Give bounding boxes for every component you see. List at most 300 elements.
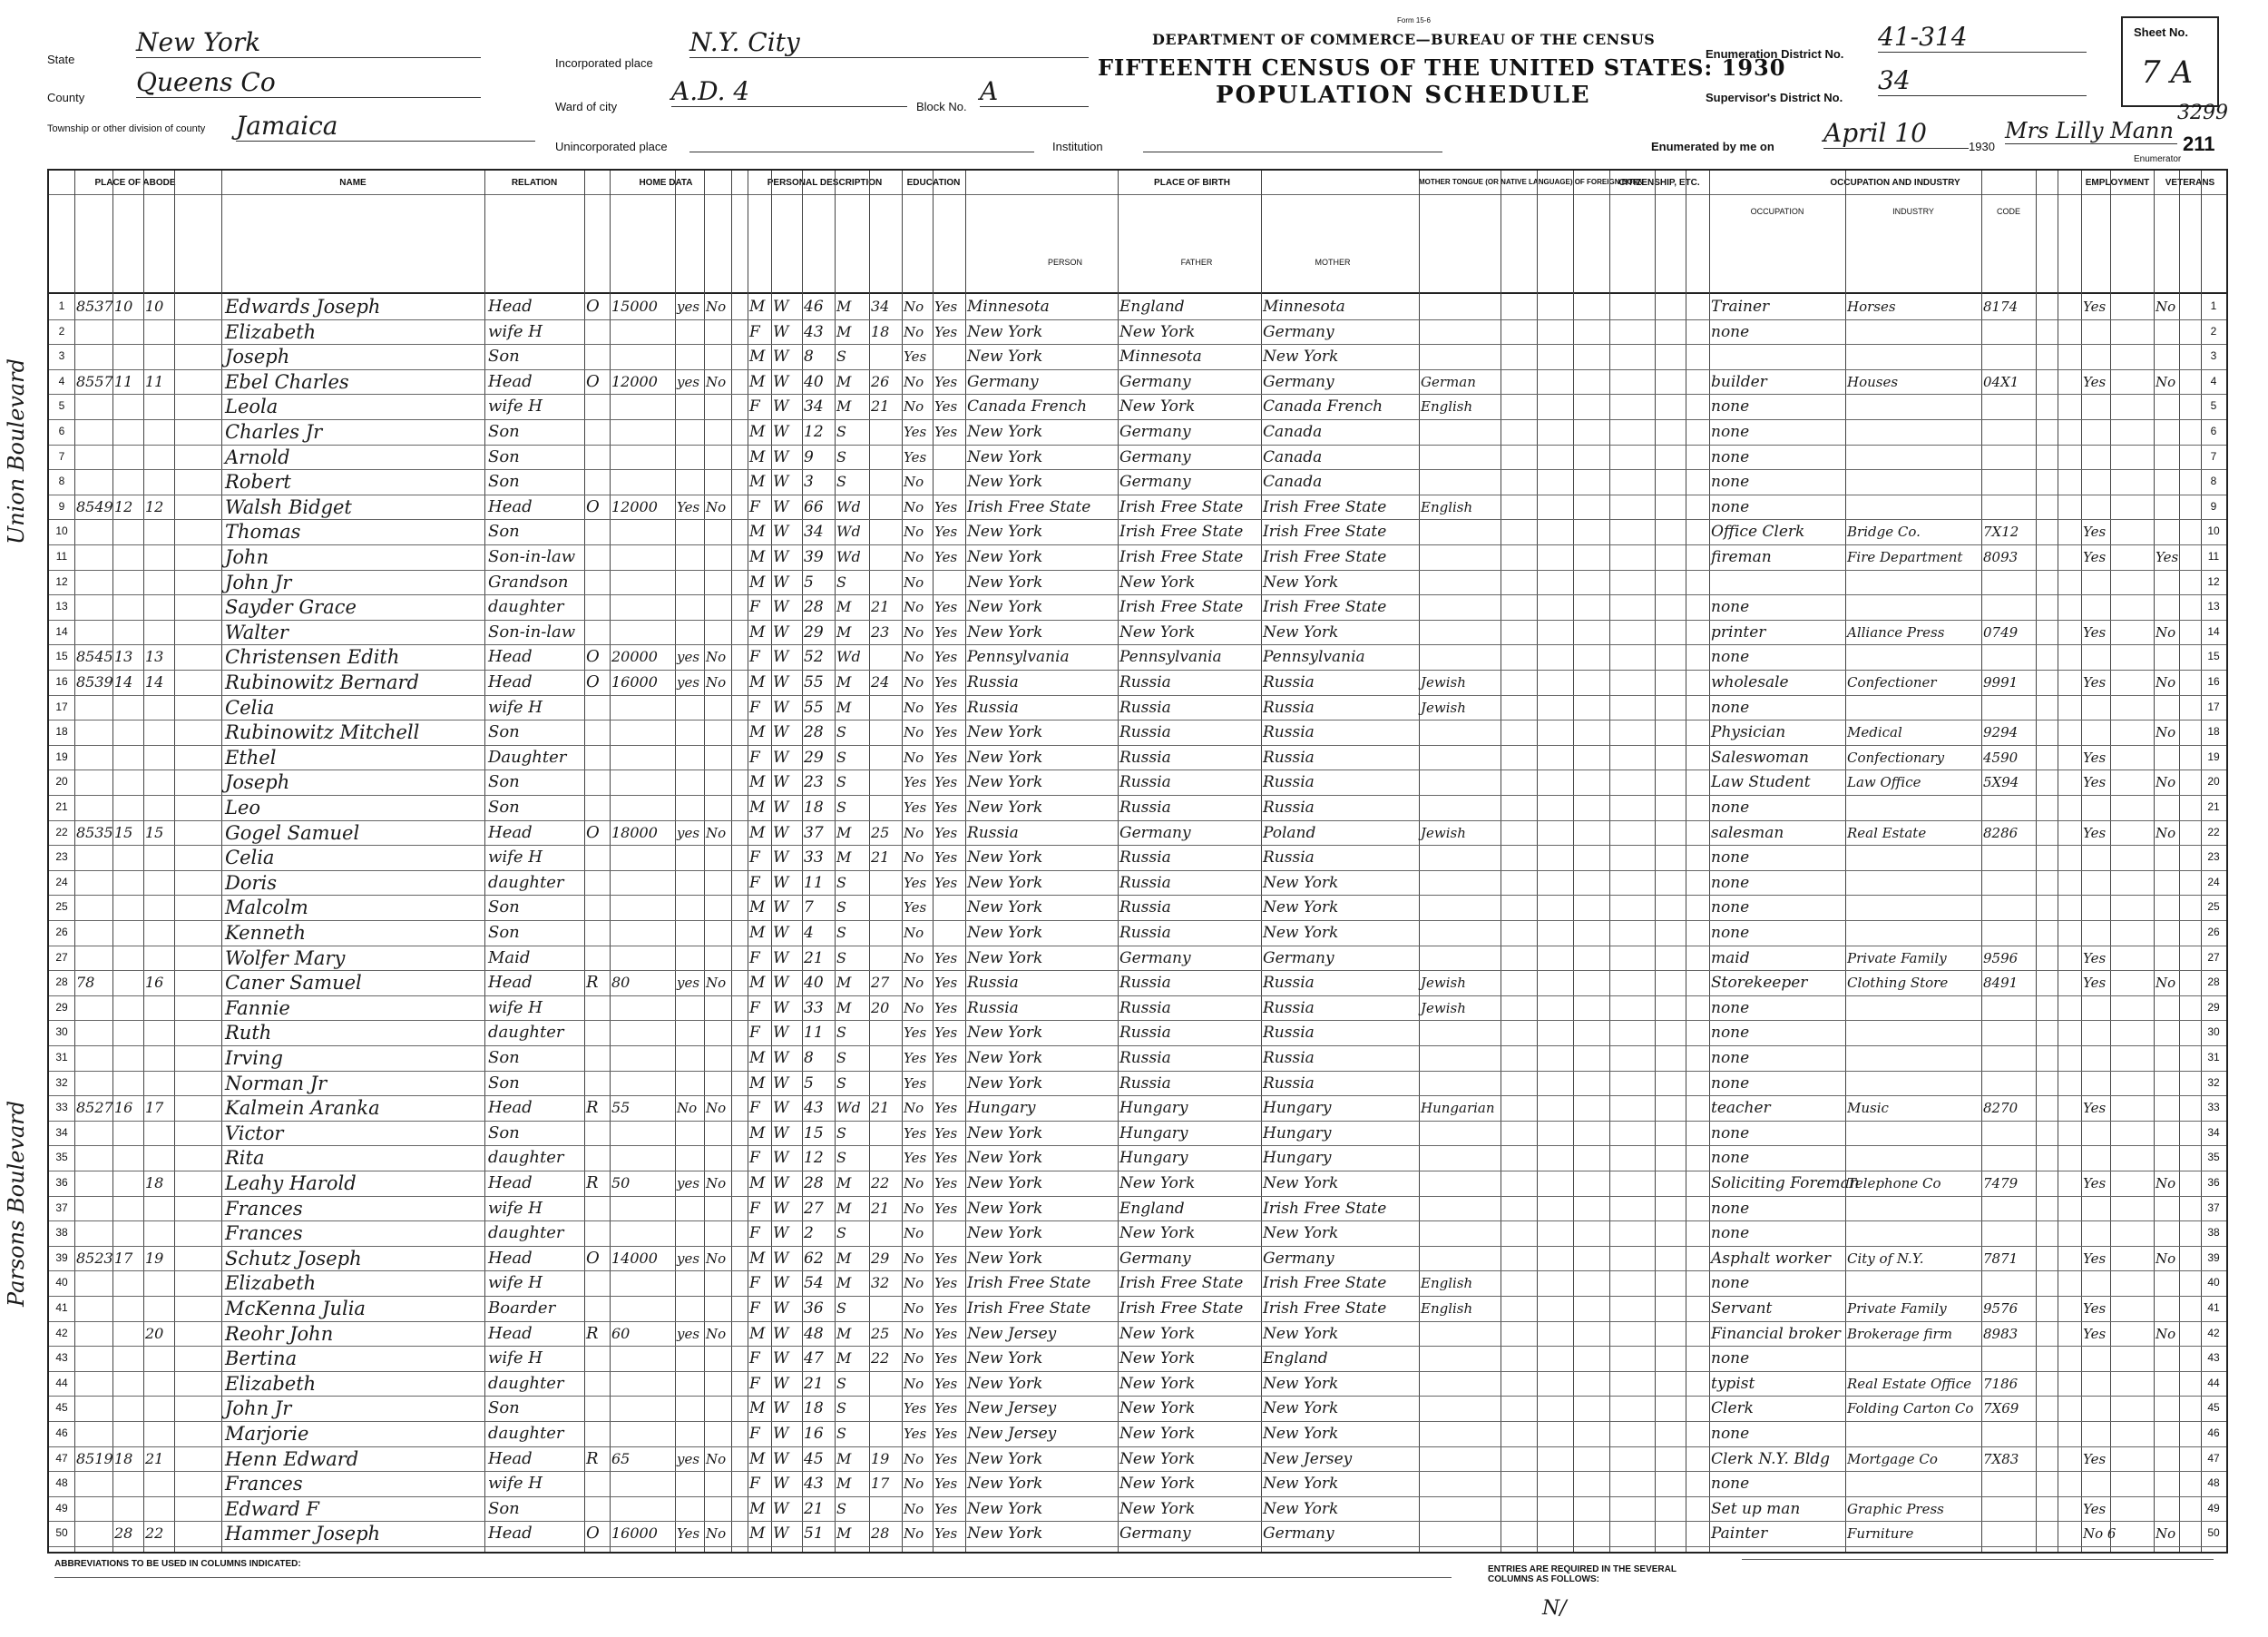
cell-mbp: New York [1263, 1499, 1339, 1518]
col-line [675, 171, 676, 1552]
row-number-right: 22 [2207, 825, 2220, 838]
cell-sex: F [749, 1199, 760, 1218]
row-number: 9 [58, 499, 65, 513]
supervisor-label: Supervisor's District No. [1706, 91, 1843, 104]
cell-race: W [773, 723, 789, 742]
cell-age: 9 [804, 447, 814, 466]
institution-line [1143, 151, 1442, 152]
cell-vet: No [2156, 774, 2176, 791]
cell-sex: F [749, 322, 760, 341]
cell-fam: 18 [145, 1174, 164, 1191]
cell-occ: none [1711, 1073, 1750, 1093]
incorporated-label: Incorporated place [555, 56, 653, 70]
cell-mbp: Hungary [1263, 1099, 1332, 1118]
cell-read: Yes [934, 1250, 958, 1267]
cell-school: Yes [904, 1400, 927, 1417]
cell-mbp: Russia [1263, 698, 1315, 717]
cell-ind: Private Family [1847, 1300, 1947, 1317]
cell-fam: 21 [145, 1449, 164, 1467]
cell-rel: Head [488, 371, 533, 391]
cell-ind: Real Estate [1847, 824, 1927, 841]
cell-mbp: Russia [1263, 1049, 1315, 1067]
cell-read: Yes [934, 1050, 958, 1066]
cell-read: Yes [934, 849, 958, 867]
cell-occ: Clerk [1711, 1399, 1754, 1418]
cell-bp: New York [967, 723, 1043, 742]
cell-race: W [773, 1249, 789, 1268]
cell-read: Yes [934, 424, 958, 440]
cell-read: Yes [934, 674, 958, 691]
cell-age: 40 [804, 974, 824, 993]
cell-bp: Germany [967, 372, 1039, 391]
cell-school: Yes [904, 799, 927, 816]
cell-sex: F [749, 698, 760, 717]
cell-bp: Russia [967, 974, 1019, 993]
cell-fbp: Hungary [1119, 1149, 1188, 1168]
col-line [1419, 171, 1420, 1552]
cell-race: W [773, 1274, 789, 1293]
cell-mbp: New York [1263, 873, 1339, 892]
row-number-right: 25 [2207, 900, 2220, 914]
row-number: 45 [55, 1401, 68, 1415]
cell-age: 7 [804, 898, 814, 917]
group-birth: PLACE OF BIRTH [1154, 178, 1230, 188]
department-title: DEPARTMENT OF COMMERCE—BUREAU OF THE CENSUS [1152, 31, 1656, 48]
enum-district-label: Enumeration District No. [1706, 47, 1844, 61]
cell-read: Yes [934, 549, 958, 565]
cell-name: Joseph [225, 346, 290, 368]
cell-rel: Son [488, 722, 520, 742]
cell-sex: F [749, 397, 760, 417]
cell-mar: S [836, 948, 846, 966]
cell-name: Reohr John [225, 1322, 334, 1345]
cell-fam: 10 [145, 298, 164, 315]
cell-fbp: Germany [1119, 823, 1191, 842]
block-value: A [980, 76, 1089, 107]
cell-bp: New York [967, 1199, 1043, 1218]
cell-rel: daughter [488, 1424, 564, 1443]
cell-name: Caner Samuel [225, 972, 362, 995]
row-number-right: 19 [2207, 750, 2220, 763]
row-number-right: 26 [2207, 926, 2220, 938]
cell-sex: F [749, 873, 760, 892]
cell-dw: 15 [114, 823, 133, 841]
cell-age: 21 [804, 1374, 824, 1393]
cell-occ: none [1711, 998, 1750, 1017]
cell-work: Yes [2083, 524, 2107, 541]
cell-bp: New Jersey [967, 1399, 1057, 1418]
cell-read: Yes [934, 524, 958, 541]
cell-school: No [904, 1275, 924, 1292]
cell-mar: S [836, 1024, 846, 1042]
cell-agemar: 26 [871, 372, 890, 390]
cell-farm: No [706, 373, 727, 390]
cell-school: No [904, 323, 924, 340]
cell-tongue: Jewish [1421, 999, 1466, 1016]
cell-name: Norman Jr [225, 1072, 327, 1094]
cell-race: W [773, 1099, 789, 1118]
cell-farm: No [706, 1450, 727, 1467]
row-number-right: 15 [2207, 650, 2220, 663]
cell-fbp: New York [1119, 1425, 1196, 1443]
cell-sex: F [749, 1224, 760, 1243]
cell-age: 37 [804, 823, 824, 842]
cell-bp: Minnesota [967, 298, 1050, 316]
cell-mar: M [836, 1324, 852, 1342]
cell-value: 14000 [611, 1249, 658, 1267]
cell-radio: yes [677, 1325, 700, 1342]
cell-fbp: Minnesota [1119, 348, 1202, 367]
row-number-right: 13 [2207, 600, 2220, 613]
cell-sex: M [749, 1123, 766, 1142]
form-number: Form 15-6 [1397, 16, 1431, 25]
row-number: 42 [55, 1326, 68, 1339]
cell-bp: New York [967, 1224, 1043, 1243]
cell-read: Yes [934, 323, 958, 340]
cell-fam: 11 [145, 372, 164, 390]
cell-read: Yes [934, 1024, 958, 1042]
cell-work: No 6 [2083, 1525, 2116, 1543]
cell-rel: Son [488, 923, 520, 942]
cell-agemar: 21 [871, 1199, 890, 1217]
cell-fbp: Russia [1119, 673, 1171, 691]
cell-agemar: 28 [871, 1524, 890, 1543]
cell-mar: S [836, 924, 846, 941]
cell-name: Marjorie [225, 1423, 309, 1445]
cell-mar: S [836, 773, 846, 791]
cell-race: W [773, 1049, 789, 1067]
cell-agemar: 21 [871, 598, 890, 616]
colhead-occupation: OCCUPATION [1750, 207, 1804, 216]
cell-ind: Mortgage Co [1847, 1450, 1938, 1467]
cell-fbp: Germany [1119, 447, 1191, 466]
cell-school: No [904, 1300, 924, 1317]
cell-mbp: New York [1263, 1425, 1339, 1443]
cell-house: 8519 [76, 1449, 113, 1467]
cell-mar: Wd [836, 1099, 861, 1117]
col-line [869, 171, 870, 1552]
cell-read: Yes [934, 1350, 958, 1367]
row-number: 22 [55, 825, 68, 838]
cell-race: W [773, 898, 789, 917]
cell-ind: Telephone Co [1847, 1175, 1941, 1191]
cell-fbp: Russia [1119, 1073, 1171, 1093]
colhead-code: CODE [1996, 207, 2020, 216]
col-line [484, 171, 485, 1552]
col-line [1609, 171, 1610, 1552]
row-number-right: 29 [2207, 1000, 2220, 1014]
cell-rel: Head [488, 1323, 533, 1343]
cell-school: Yes [904, 899, 927, 917]
cell-race: W [773, 322, 789, 341]
cell-mar: M [836, 372, 852, 390]
cell-occ: Storekeeper [1711, 974, 1808, 993]
cell-rel: daughter [488, 1223, 564, 1243]
cell-vet: No [2156, 1175, 2176, 1191]
row-number-right: 1 [2210, 299, 2217, 312]
cell-vet: No [2156, 824, 2176, 841]
cell-age: 34 [804, 397, 824, 417]
cell-read: Yes [934, 1426, 958, 1442]
row-number: 33 [55, 1101, 68, 1114]
cell-farm: No [706, 1525, 727, 1543]
cell-race: W [773, 873, 789, 892]
cell-bp: New York [967, 1524, 1043, 1544]
cell-mbp: Russia [1263, 974, 1315, 993]
cell-work: Yes [2083, 975, 2107, 992]
col-line [1261, 171, 1262, 1552]
cell-school: No [904, 674, 924, 691]
cell-bp: New York [967, 1024, 1043, 1043]
cell-age: 29 [804, 622, 824, 642]
cell-code: 8286 [1983, 824, 2019, 841]
cell-agemar: 27 [871, 974, 890, 992]
cell-fbp: England [1119, 298, 1185, 316]
group-citizenship: CITIZENSHIP, ETC. [1618, 178, 1700, 188]
cell-sex: M [749, 1073, 766, 1093]
cell-age: 52 [804, 648, 824, 667]
col-line [74, 171, 75, 1552]
row-number: 35 [55, 1151, 68, 1164]
cell-bp: New York [967, 1374, 1043, 1393]
cell-sex: M [749, 1449, 766, 1468]
row-number: 50 [55, 1526, 68, 1540]
cell-code: 9294 [1983, 724, 2019, 741]
cell-name: Elizabeth [225, 320, 317, 343]
cell-bp: New York [967, 1149, 1043, 1168]
cell-mar: M [836, 322, 852, 340]
cell-occ: none [1711, 648, 1750, 667]
cell-dw: 17 [114, 1249, 133, 1267]
cell-fbp: Germany [1119, 1249, 1191, 1268]
cell-school: No [904, 1225, 924, 1242]
row-number-right: 47 [2207, 1451, 2220, 1465]
cell-sex: F [749, 948, 760, 967]
row-number: 38 [55, 1226, 68, 1240]
cell-school: No [904, 999, 924, 1016]
cell-name: Rita [225, 1147, 265, 1170]
row-number-right: 45 [2207, 1401, 2220, 1415]
row-number: 47 [55, 1451, 68, 1465]
cell-race: W [773, 673, 789, 691]
cell-fbp: England [1119, 1199, 1185, 1218]
cell-mbp: New York [1263, 1224, 1339, 1243]
cell-fbp: Germany [1119, 473, 1191, 492]
cell-sex: M [749, 447, 766, 466]
cell-mar: S [836, 423, 846, 440]
cell-school: Yes [904, 1124, 927, 1142]
col-line [221, 171, 222, 1552]
cell-dw: 18 [114, 1449, 133, 1467]
cell-age: 34 [804, 523, 824, 542]
cell-school: Yes [904, 448, 927, 466]
cell-radio: Yes [677, 1525, 700, 1543]
cell-code: 7871 [1983, 1250, 2019, 1267]
cell-bp: New York [967, 748, 1043, 767]
row-number-right: 10 [2207, 524, 2220, 538]
cell-bp: New York [967, 1073, 1043, 1093]
col-line [610, 171, 611, 1552]
cell-farm: No [706, 1100, 727, 1117]
cell-school: No [904, 1100, 924, 1117]
cell-mar: M [836, 598, 852, 616]
cell-name: Elizabeth [225, 1372, 317, 1395]
cell-fbp: Irish Free State [1119, 1274, 1244, 1293]
cell-value: 80 [611, 974, 631, 992]
cell-read: Yes [934, 599, 958, 616]
cell-school: No [904, 1500, 924, 1517]
cell-mar: S [836, 1149, 846, 1167]
cell-agemar: 32 [871, 1274, 890, 1292]
cell-tenure: O [586, 672, 600, 691]
cell-race: W [773, 698, 789, 717]
cell-race: W [773, 1324, 789, 1343]
cell-bp: New York [967, 1049, 1043, 1067]
cell-read: Yes [934, 398, 958, 416]
col-line [933, 171, 934, 1552]
cell-mar: M [836, 622, 852, 641]
row-number-right: 42 [2207, 1326, 2220, 1339]
cell-mar: S [836, 1425, 846, 1442]
cell-rel: Grandson [488, 572, 569, 592]
cell-bp: New York [967, 1449, 1043, 1468]
cell-name: Henn Edward [225, 1447, 359, 1470]
cell-bp: New York [967, 1249, 1043, 1268]
cell-house: 8549 [76, 497, 113, 515]
cell-race: W [773, 848, 789, 868]
cell-occ: none [1711, 898, 1750, 917]
census-title: FIFTEENTH CENSUS OF THE UNITED STATES: 1930 [1098, 54, 1786, 81]
cell-occ: none [1711, 1049, 1750, 1067]
cell-rel: Head [488, 822, 533, 842]
col-line [1981, 171, 1982, 1552]
col-line [143, 171, 144, 1552]
cell-age: 28 [804, 723, 824, 742]
cell-mar: M [836, 974, 852, 992]
cell-work: Yes [2083, 1175, 2107, 1191]
row-number-right: 40 [2207, 1276, 2220, 1289]
cell-mar: S [836, 1224, 846, 1242]
enumerator-label: Enumerator [2134, 154, 2182, 164]
cell-bp: New York [967, 598, 1043, 617]
cell-occ: wholesale [1711, 673, 1789, 691]
cell-read: Yes [934, 498, 958, 515]
cell-ind: Brokerage firm [1847, 1325, 1952, 1342]
cell-mbp: England [1263, 1349, 1328, 1368]
cell-sex: F [749, 1349, 760, 1368]
row-number-right: 49 [2207, 1501, 2220, 1514]
entries-title: ENTRIES ARE REQUIRED IN THE SEVERAL COLUMNS AS FOLLOWS: [1488, 1564, 1677, 1584]
cell-value: 12000 [611, 372, 658, 390]
col-line [2110, 171, 2111, 1552]
cell-name: Leahy Harold [225, 1172, 357, 1194]
cell-ind: Confectionary [1847, 749, 1945, 766]
cell-mbp: Canada [1263, 473, 1323, 492]
cell-school: Yes [904, 424, 927, 440]
cell-age: 15 [804, 1123, 824, 1142]
cell-bp: New York [967, 548, 1043, 566]
cell-fbp: Pennsylvania [1119, 648, 1222, 667]
cell-age: 43 [804, 1475, 824, 1494]
group-tongue: MOTHER TONGUE (OR NATIVE LANGUAGE) OF FOREIGN BORN [1419, 178, 1644, 186]
cell-read: Yes [934, 1325, 958, 1342]
cell-occ: none [1711, 1349, 1750, 1368]
cell-name: Ruth [225, 1022, 272, 1044]
row-number-right: 38 [2207, 1226, 2220, 1240]
cell-sex: M [749, 473, 766, 492]
cell-name: Schutz Joseph [225, 1247, 362, 1269]
cell-sex: M [749, 348, 766, 367]
cell-name: Leo [225, 797, 261, 818]
cell-school: No [904, 1175, 924, 1191]
cell-fbp: New York [1119, 1224, 1196, 1243]
row-number: 20 [55, 775, 68, 789]
cell-occ: none [1711, 848, 1750, 868]
colhead-industry: INDUSTRY [1892, 207, 1934, 216]
group-education: EDUCATION [906, 178, 961, 188]
cell-code: 8093 [1983, 549, 2019, 565]
row-number-right: 23 [2207, 850, 2220, 864]
cell-school: No [904, 699, 924, 716]
cell-name: Joseph [225, 771, 290, 794]
cell-tenure: R [586, 1173, 599, 1192]
cell-name: Walter [225, 621, 288, 643]
cell-mbp: New York [1263, 1399, 1339, 1418]
cell-mar: S [836, 1049, 846, 1066]
cell-tongue: Jewish [1421, 824, 1466, 841]
cell-read: Yes [934, 299, 958, 315]
cell-school: Yes [904, 1050, 927, 1066]
cell-age: 11 [804, 1024, 824, 1043]
cell-race: W [773, 1374, 789, 1393]
cell-race: W [773, 397, 789, 417]
incorporated-value: N.Y. City [689, 27, 1089, 58]
row-number: 14 [55, 624, 68, 638]
cell-name: Ebel Charles [225, 370, 349, 393]
cell-farm: No [706, 1250, 727, 1267]
cell-mar: M [836, 1349, 852, 1367]
cell-age: 21 [804, 948, 824, 967]
cell-fbp: New York [1119, 1349, 1196, 1368]
cell-occ: none [1711, 447, 1750, 466]
cell-race: W [773, 1449, 789, 1468]
cell-rel: Boarder [488, 1299, 556, 1318]
cell-code: 7X12 [1983, 524, 2019, 541]
cell-sex: F [749, 998, 760, 1017]
row-number: 13 [55, 600, 68, 613]
row-number: 5 [58, 399, 65, 413]
cell-dw: 14 [114, 673, 133, 691]
cell-tenure: O [586, 371, 600, 391]
sheet-box [2121, 16, 2219, 107]
cell-sex: M [749, 548, 766, 566]
cell-code: 8270 [1983, 1100, 2019, 1117]
cell-agemar: 24 [871, 673, 890, 691]
cell-mbp: New York [1263, 1174, 1339, 1192]
cell-occ: builder [1711, 372, 1767, 391]
cell-bp: Pennsylvania [967, 648, 1070, 667]
cell-race: W [773, 598, 789, 617]
cell-tenure: O [586, 822, 600, 842]
cell-name: Gogel Samuel [225, 821, 360, 844]
cell-read: Yes [934, 975, 958, 992]
cell-mbp: New Jersey [1263, 1449, 1353, 1468]
row-number: 18 [55, 725, 68, 739]
cell-mar: M [836, 673, 852, 691]
cell-sex: F [749, 648, 760, 667]
cell-rel: Maid [488, 947, 531, 967]
cell-occ: Servant [1711, 1299, 1773, 1318]
